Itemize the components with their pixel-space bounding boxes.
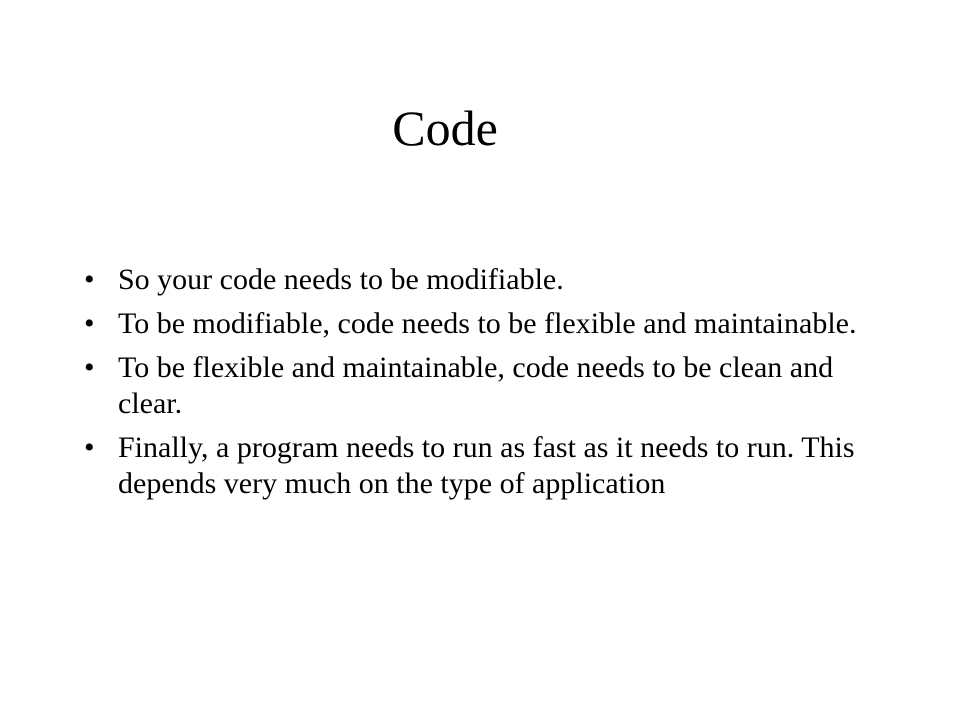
bullet-item (84, 350, 874, 422)
bullet-text: Finally, a program needs to run as fast as it needs to run. This depends very much on the type of application (118, 431, 855, 500)
bullet-text: So your code needs to be modifiable. (118, 263, 564, 296)
bullet-marker: • (84, 351, 95, 384)
bullet-marker: • (84, 307, 95, 340)
bullet-text: To be flexible and maintainable, code needs to be clean and clear. (118, 351, 834, 420)
bullet-marker: • (84, 431, 95, 464)
bullet-item (84, 306, 874, 342)
bullet-text: To be modifiable, code needs to be flexible and maintainable. (118, 307, 857, 340)
bullet-marker: • (84, 263, 95, 296)
bullet-item (84, 430, 874, 502)
slide-title: Code (392, 100, 498, 156)
bullet-list (84, 262, 874, 510)
bullet-item (84, 262, 874, 298)
